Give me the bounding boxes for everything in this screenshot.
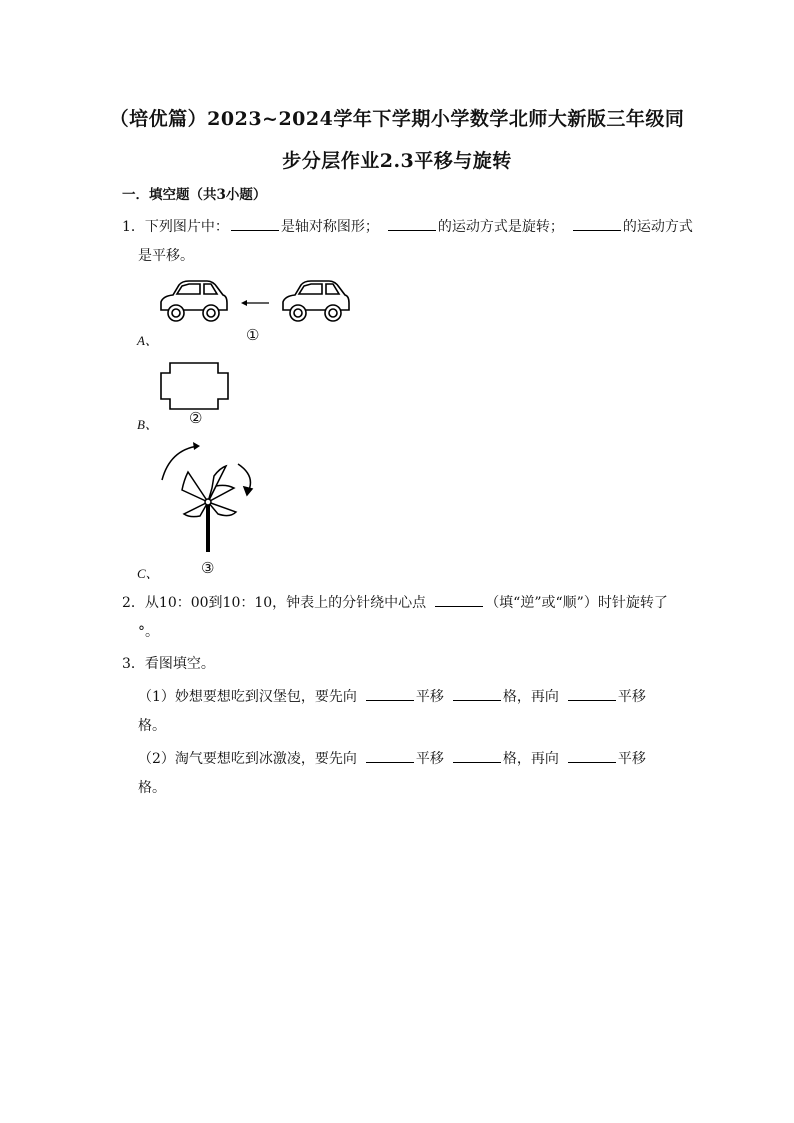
car-icon — [283, 281, 349, 321]
question-number: 2． — [122, 595, 145, 611]
symmetric-shape-figure — [160, 362, 230, 410]
question-number: 1． — [122, 219, 145, 235]
option-a-number: ① — [246, 326, 260, 344]
question-1 — [122, 216, 693, 237]
answer-blank[interactable] — [453, 686, 501, 701]
question-number: 3． — [122, 656, 145, 672]
question-text: 的运动方式 — [622, 219, 693, 235]
question-text: 平移 — [617, 689, 646, 705]
question-text: 的运动方式是旋转； — [437, 219, 564, 235]
answer-blank[interactable] — [573, 216, 621, 231]
option-b-label: B、 — [137, 417, 158, 432]
question-text: （填“逆”或“顺”）时针旋转了 — [485, 595, 668, 611]
option-c-label: C、 — [137, 566, 159, 581]
pinwheel-figure — [160, 442, 260, 554]
car-icon — [161, 281, 227, 321]
question-text: 是轴对称图形； — [280, 219, 379, 235]
question-3-part-1 — [138, 686, 646, 707]
answer-blank[interactable] — [366, 748, 414, 763]
section-heading: 一．填空题（共3小题） — [122, 187, 267, 203]
question-text: （2）淘气要想吃到冰激凌，要先向 — [138, 751, 357, 767]
option-c-number: ③ — [201, 559, 215, 577]
question-3 — [122, 654, 215, 674]
answer-blank[interactable] — [435, 592, 483, 607]
question-2-continuation: °。 — [138, 624, 159, 640]
answer-blank[interactable] — [388, 216, 436, 231]
question-1-continuation: 是平移。 — [138, 248, 194, 264]
answer-blank[interactable] — [453, 748, 501, 763]
question-text: 格，再向 — [502, 751, 559, 767]
option-a-label: A、 — [137, 333, 158, 348]
question-text: 格，再向 — [502, 689, 559, 705]
question-text: （1）妙想要想吃到汉堡包，要先向 — [138, 689, 357, 705]
answer-blank[interactable] — [366, 686, 414, 701]
rotation-arrow-icon — [162, 446, 198, 480]
answer-blank[interactable] — [568, 686, 616, 701]
page-title-line-2: 步分层作业2.3平移与旋转 — [282, 150, 512, 172]
question-3-part-2 — [138, 748, 646, 769]
car-translation-figure — [155, 278, 355, 328]
answer-blank[interactable] — [568, 748, 616, 763]
question-text: 下列图片中： — [144, 219, 229, 235]
question-text: 从10：00到10：10，钟表上的分针绕中心点 — [144, 595, 427, 611]
option-b-number: ② — [189, 409, 203, 427]
question-text: 平移 — [415, 689, 444, 705]
page-title-line-1: （培优篇）2023~2024学年下学期小学数学北师大新版三年级同 — [109, 108, 685, 130]
question-3-part-1-continuation: 格。 — [138, 718, 166, 734]
question-2 — [122, 592, 668, 613]
answer-blank[interactable] — [231, 216, 279, 231]
question-3-part-2-continuation: 格。 — [138, 780, 166, 796]
question-text: 看图填空。 — [144, 656, 215, 672]
question-text: 平移 — [617, 751, 646, 767]
question-text: 平移 — [415, 751, 444, 767]
